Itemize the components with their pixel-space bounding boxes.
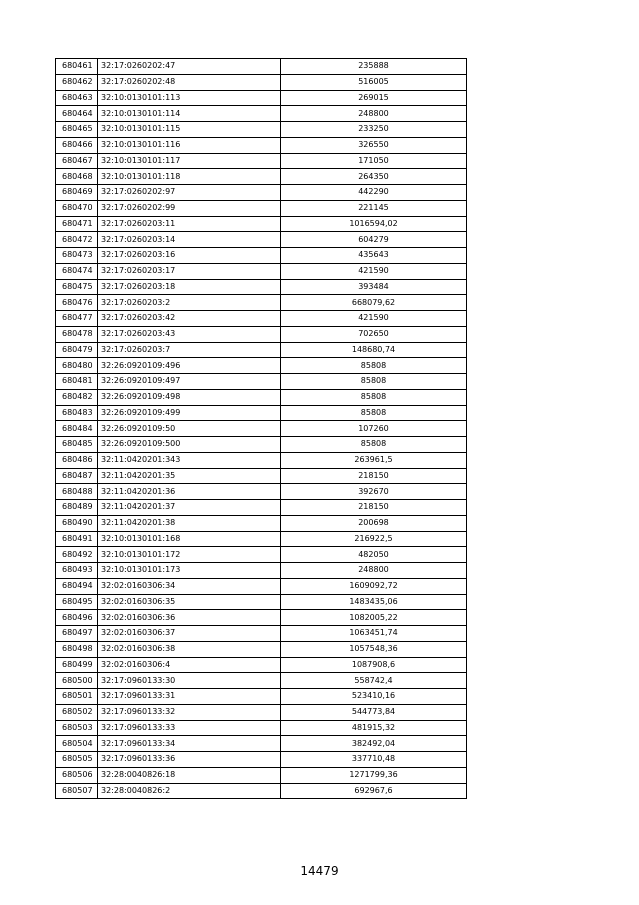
table-row [56,610,467,626]
cadastral-number-cell: 32:10:0130101:114 [98,106,281,122]
row-number-cell: 680492 [56,547,98,563]
value-cell: 1483435,06 [281,594,467,610]
row-number-cell: 680479 [56,342,98,358]
table-row [56,326,467,342]
table-row [56,358,467,374]
value-cell: 702650 [281,326,467,342]
cadastral-number-cell: 32:26:0920109:50 [98,421,281,437]
value-cell: 482050 [281,547,467,563]
table-row [56,752,467,768]
table-row [56,263,467,279]
row-number-cell: 680502 [56,704,98,720]
value-cell: 481915,32 [281,720,467,736]
value-cell: 421590 [281,311,467,327]
value-cell: 85808 [281,405,467,421]
cadastral-number-cell: 32:17:0260203:17 [98,263,281,279]
row-number-cell: 680499 [56,657,98,673]
table-row [56,720,467,736]
value-cell: 148680,74 [281,342,467,358]
value-cell: 1609092,72 [281,578,467,594]
table-row [56,90,467,106]
row-number-cell: 680493 [56,563,98,579]
value-cell: 544773,84 [281,704,467,720]
row-number-cell: 680505 [56,752,98,768]
value-cell: 604279 [281,232,467,248]
cadastral-number-cell: 32:17:0960133:30 [98,673,281,689]
table-row [56,311,467,327]
table-row [56,74,467,90]
table-row [56,405,467,421]
cadastral-number-cell: 32:17:0260203:14 [98,232,281,248]
value-cell: 558742,4 [281,673,467,689]
cadastral-number-cell: 32:10:0130101:173 [98,563,281,579]
cadastral-number-cell: 32:02:0160306:4 [98,657,281,673]
value-cell: 248800 [281,106,467,122]
row-number-cell: 680462 [56,74,98,90]
cadastral-number-cell: 32:26:0920109:500 [98,437,281,453]
row-number-cell: 680463 [56,90,98,106]
page-number: 14479 [300,864,339,878]
value-cell: 1063451,74 [281,626,467,642]
row-number-cell: 680495 [56,594,98,610]
value-cell: 235888 [281,59,467,75]
table-row [56,704,467,720]
cadastral-number-cell: 32:10:0130101:117 [98,153,281,169]
value-cell: 382492,04 [281,736,467,752]
row-number-cell: 680504 [56,736,98,752]
cadastral-number-cell: 32:17:0960133:34 [98,736,281,752]
row-number-cell: 680486 [56,452,98,468]
value-cell: 233250 [281,122,467,138]
table-row [56,59,467,75]
row-number-cell: 680465 [56,122,98,138]
row-number-cell: 680490 [56,515,98,531]
row-number-cell: 680489 [56,500,98,516]
value-cell: 1057548,36 [281,641,467,657]
cadastral-number-cell: 32:17:0260202:99 [98,200,281,216]
cadastral-number-cell: 32:17:0260203:42 [98,311,281,327]
table-row [56,626,467,642]
row-number-cell: 680494 [56,578,98,594]
value-cell: 442290 [281,185,467,201]
row-number-cell: 680482 [56,389,98,405]
cadastral-number-cell: 32:10:0130101:113 [98,90,281,106]
value-cell: 1087908,6 [281,657,467,673]
table-row [56,295,467,311]
table-row [56,342,467,358]
row-number-cell: 680498 [56,641,98,657]
cadastral-number-cell: 32:17:0960133:32 [98,704,281,720]
row-number-cell: 680471 [56,216,98,232]
table-row [56,547,467,563]
value-cell: 85808 [281,389,467,405]
cadastral-number-cell: 32:17:0260202:48 [98,74,281,90]
cadastral-number-cell: 32:17:0260203:43 [98,326,281,342]
cadastral-number-cell: 32:17:0260202:47 [98,59,281,75]
cadastral-number-cell: 32:02:0160306:37 [98,626,281,642]
row-number-cell: 680501 [56,689,98,705]
row-number-cell: 680481 [56,374,98,390]
value-cell: 221145 [281,200,467,216]
cadastral-number-cell: 32:17:0260202:97 [98,185,281,201]
value-cell: 248800 [281,563,467,579]
table-row [56,153,467,169]
cadastral-number-cell: 32:28:0040826:18 [98,767,281,783]
table-row [56,594,467,610]
cadastral-number-cell: 32:28:0040826:2 [98,783,281,799]
table-row [56,641,467,657]
table-row [56,185,467,201]
row-number-cell: 680469 [56,185,98,201]
cadastral-number-cell: 32:10:0130101:118 [98,169,281,185]
cadastral-number-cell: 32:11:0420201:36 [98,484,281,500]
table-row [56,673,467,689]
value-cell: 393484 [281,279,467,295]
table-row [56,736,467,752]
cadastral-number-cell: 32:17:0260203:18 [98,279,281,295]
value-cell: 85808 [281,358,467,374]
row-number-cell: 680476 [56,295,98,311]
table-row [56,563,467,579]
cadastral-number-cell: 32:10:0130101:116 [98,137,281,153]
row-number-cell: 680480 [56,358,98,374]
table-row [56,389,467,405]
cadastral-number-cell: 32:17:0960133:31 [98,689,281,705]
cadastral-number-cell: 32:17:0960133:36 [98,752,281,768]
value-cell: 85808 [281,374,467,390]
row-number-cell: 680503 [56,720,98,736]
row-number-cell: 680472 [56,232,98,248]
row-number-cell: 680483 [56,405,98,421]
value-cell: 263961,5 [281,452,467,468]
value-cell: 200698 [281,515,467,531]
table-row [56,279,467,295]
table-row [56,437,467,453]
row-number-cell: 680473 [56,248,98,264]
table-row [56,783,467,799]
cadastral-number-cell: 32:10:0130101:172 [98,547,281,563]
row-number-cell: 680475 [56,279,98,295]
cadastral-number-cell: 32:10:0130101:115 [98,122,281,138]
row-number-cell: 680488 [56,484,98,500]
row-number-cell: 680470 [56,200,98,216]
table-row [56,169,467,185]
table-row [56,531,467,547]
value-cell: 421590 [281,263,467,279]
cadastral-number-cell: 32:11:0420201:37 [98,500,281,516]
row-number-cell: 680478 [56,326,98,342]
cadastral-number-cell: 32:26:0920109:498 [98,389,281,405]
value-cell: 1016594,02 [281,216,467,232]
value-cell: 269015 [281,90,467,106]
table-row [56,216,467,232]
value-cell: 668079,62 [281,295,467,311]
value-cell: 1082005,22 [281,610,467,626]
cadastral-number-cell: 32:02:0160306:35 [98,594,281,610]
value-cell: 85808 [281,437,467,453]
value-cell: 264350 [281,169,467,185]
row-number-cell: 680484 [56,421,98,437]
cadastral-number-cell: 32:17:0260203:7 [98,342,281,358]
row-number-cell: 680485 [56,437,98,453]
row-number-cell: 680474 [56,263,98,279]
value-cell: 523410,16 [281,689,467,705]
table-row [56,232,467,248]
row-number-cell: 680468 [56,169,98,185]
table-row [56,484,467,500]
row-number-cell: 680497 [56,626,98,642]
row-number-cell: 680500 [56,673,98,689]
cadastral-number-cell: 32:17:0260203:11 [98,216,281,232]
cadastral-number-cell: 32:02:0160306:36 [98,610,281,626]
table-row [56,689,467,705]
value-cell: 216922,5 [281,531,467,547]
value-cell: 218150 [281,468,467,484]
cadastral-number-cell: 32:11:0420201:35 [98,468,281,484]
row-number-cell: 680466 [56,137,98,153]
table-body [56,59,467,799]
cadastral-number-cell: 32:02:0160306:34 [98,578,281,594]
value-cell: 435643 [281,248,467,264]
cadastral-number-cell: 32:26:0920109:496 [98,358,281,374]
row-number-cell: 680506 [56,767,98,783]
cadastral-number-cell: 32:17:0260203:2 [98,295,281,311]
table-row [56,468,467,484]
row-number-cell: 680507 [56,783,98,799]
table-row [56,106,467,122]
row-number-cell: 680464 [56,106,98,122]
table-row [56,500,467,516]
table-row [56,122,467,138]
value-cell: 218150 [281,500,467,516]
row-number-cell: 680487 [56,468,98,484]
value-cell: 1271799,36 [281,767,467,783]
value-cell: 392670 [281,484,467,500]
cadastral-value-table [55,58,467,799]
table-row [56,137,467,153]
value-cell: 692967,6 [281,783,467,799]
table-row [56,374,467,390]
value-cell: 171050 [281,153,467,169]
table-row [56,515,467,531]
table-row [56,421,467,437]
cadastral-number-cell: 32:11:0420201:343 [98,452,281,468]
table-row [56,248,467,264]
table-row [56,452,467,468]
row-number-cell: 680467 [56,153,98,169]
cadastral-number-cell: 32:11:0420201:38 [98,515,281,531]
cadastral-number-cell: 32:10:0130101:168 [98,531,281,547]
value-cell: 326550 [281,137,467,153]
value-cell: 337710,48 [281,752,467,768]
row-number-cell: 680477 [56,311,98,327]
cadastral-number-cell: 32:26:0920109:497 [98,374,281,390]
cadastral-number-cell: 32:26:0920109:499 [98,405,281,421]
row-number-cell: 680496 [56,610,98,626]
row-number-cell: 680461 [56,59,98,75]
row-number-cell: 680491 [56,531,98,547]
table-row [56,657,467,673]
value-cell: 107260 [281,421,467,437]
cadastral-number-cell: 32:02:0160306:38 [98,641,281,657]
table-row [56,578,467,594]
table-row [56,767,467,783]
value-cell: 516005 [281,74,467,90]
table-row [56,200,467,216]
cadastral-number-cell: 32:17:0260203:16 [98,248,281,264]
cadastral-number-cell: 32:17:0960133:33 [98,720,281,736]
